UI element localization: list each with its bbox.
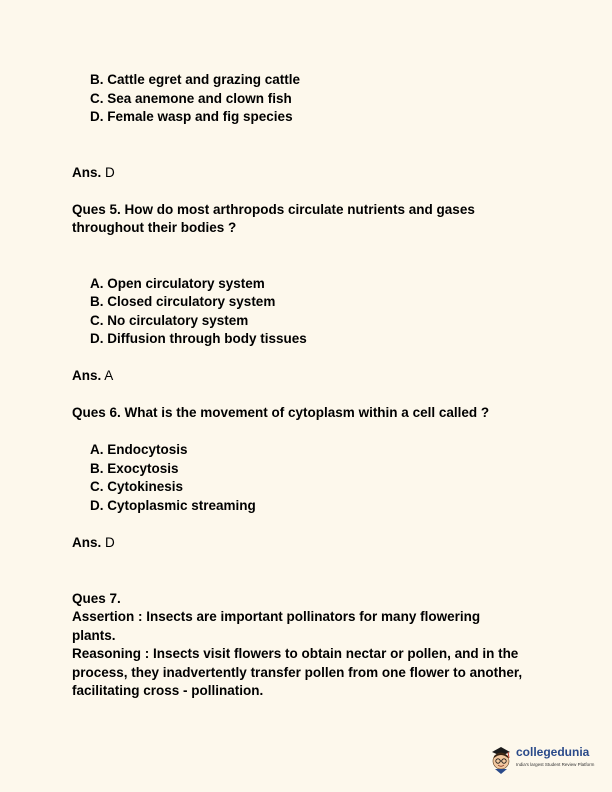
q4-answer-value: D [105, 165, 115, 180]
q5-option-a: A. Open circulatory system [90, 276, 265, 291]
q4-answer-label: Ans. [72, 165, 102, 180]
q4-option-c: C. Sea anemone and clown fish [90, 91, 292, 106]
q5-answer [72, 367, 113, 385]
q7-assertion-line2: plants. [72, 628, 116, 643]
q5-question-line1: Ques 5. How do most arthropods circulate nutrients and gases [72, 202, 475, 217]
q6-answer [72, 534, 115, 552]
q4-answer [72, 164, 115, 182]
q6-option-b: B. Exocytosis [90, 461, 179, 476]
q5-option-c: C. No circulatory system [90, 313, 249, 328]
q7-title: Ques 7. [72, 591, 121, 606]
q4-option-d: D. Female wasp and fig species [90, 109, 293, 124]
mascot-icon [488, 743, 514, 775]
q7-reasoning-line2: process, they inadvertently transfer pollen from one flower to another, [72, 665, 523, 680]
q5-answer-label: Ans. [72, 368, 102, 383]
q5-option-b: B. Closed circulatory system [90, 294, 276, 309]
logo-wordmark: collegedunia [516, 745, 590, 759]
q7-reasoning-line3: facilitating cross - pollination. [72, 683, 264, 698]
q5-question-line2: throughout their bodies ? [72, 220, 237, 235]
q6-question: Ques 6. What is the movement of cytoplasm within a cell called ? [72, 405, 490, 420]
q7-reasoning-line1: Reasoning : Insects visit flowers to obtain nectar or pollen, and in the [72, 646, 519, 661]
q6-option-a: A. Endocytosis [90, 442, 188, 457]
q7-assertion-line1: Assertion : Insects are important pollinators for many flowering [72, 609, 481, 624]
q6-option-c: C. Cytokinesis [90, 479, 184, 494]
q5-answer-value: A [104, 368, 114, 383]
collegedunia-logo [488, 743, 598, 777]
q6-option-d: D. Cytoplasmic streaming [90, 498, 256, 513]
q5-option-d: D. Diffusion through body tissues [90, 331, 307, 346]
q4-option-b: B. Cattle egret and grazing cattle [90, 72, 301, 87]
q6-answer-label: Ans. [72, 535, 102, 550]
logo-tagline: India's largest Student Review Platform [516, 762, 595, 767]
q6-answer-value: D [105, 535, 115, 550]
